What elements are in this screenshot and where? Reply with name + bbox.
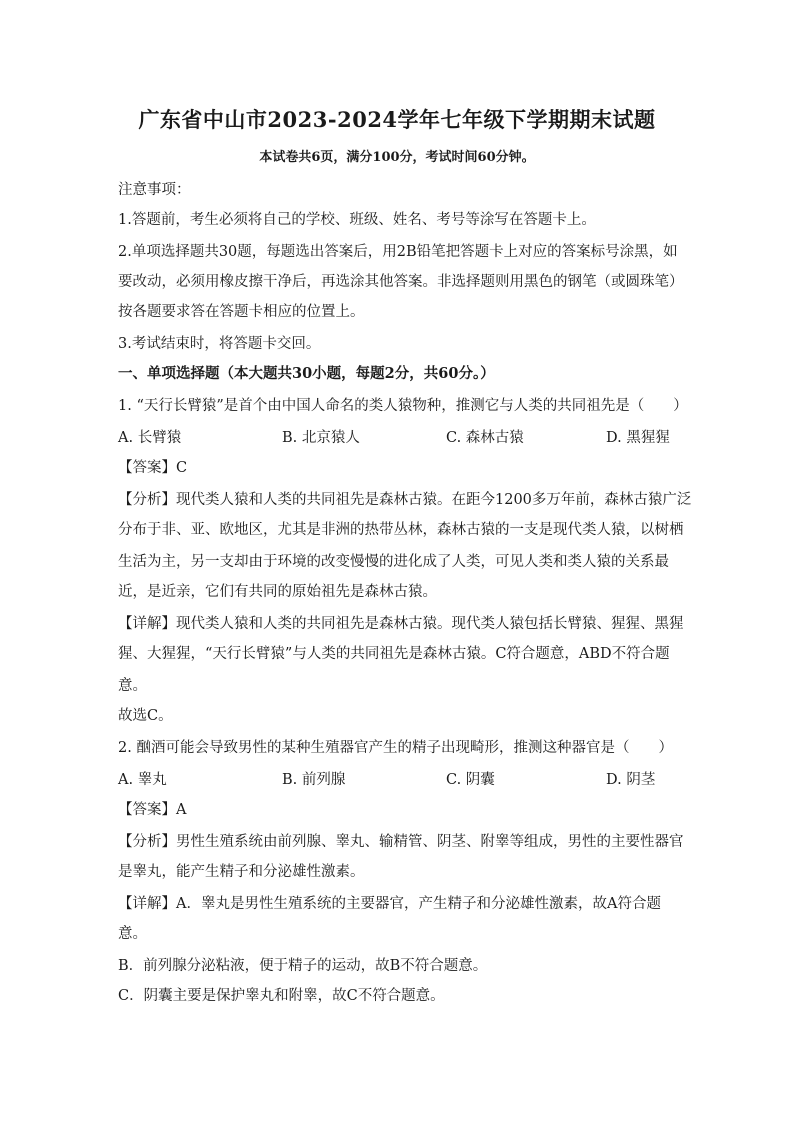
notice-item-3: 3.考试结束时，将答题卡交回。: [118, 336, 321, 352]
page-subtitle: 本试卷共6页，满分100分，考试时间60分钟。: [259, 150, 535, 165]
notice-item-2-line-2: 要改动，必须用橡皮擦干净后，再选涂其他答案。非选择题则用黑色的钢笔（或圆珠笔）: [118, 274, 684, 290]
question-2-option-c: C. 阴囊: [446, 772, 495, 788]
section-heading: 一、单项选择题（本大题共30小题，每题2分，共60分。）: [118, 365, 495, 382]
question-2-answer: 【答案】A: [118, 802, 187, 818]
question-1-answer: 【答案】C: [118, 460, 188, 476]
notice-item-2-line-3: 按各题要求答在答题卡相应的位置上。: [118, 304, 365, 320]
question-1-detail-line-1: 【详解】现代类人猿和人类的共同祖先是森林古猿。现代类人猿包括长臂猿、猩猩、黑猩: [118, 616, 684, 632]
notice-heading: 注意事项：: [118, 182, 191, 198]
question-1-stem: 1. “天行长臂猿”是首个由中国人命名的类人猿物种，推测它与人类的共同祖先是（ ）: [118, 398, 688, 414]
question-1-detail-line-2: 猩、大猩猩，“天行长臂猿”与人类的共同祖先是森林古猿。C符合题意，ABD不符合题: [118, 646, 670, 662]
question-1-detail-line-3: 意。: [118, 678, 147, 694]
question-1-analysis-line-2: 分布于非、亚、欧地区，尤其是非洲的热带丛林，森林古猿的一支是现代类人猿，以树栖: [118, 522, 684, 538]
question-2-option-d: D. 阴茎: [606, 772, 656, 788]
question-1-option-b: B. 北京猿人: [282, 430, 360, 446]
question-2-detail-line-1: 【详解】A．睾丸是男性生殖系统的主要器官，产生精子和分泌雄性激素，故A符合题: [118, 896, 661, 912]
question-1-conclusion: 故选C。: [118, 708, 173, 724]
question-2-analysis-line-2: 是睾丸，能产生精子和分泌雄性激素。: [118, 864, 365, 880]
question-2-stem: 2. 酗酒可能会导致男性的某种生殖器官产生的精子出现畸形，推测这种器官是（ ）: [118, 740, 673, 756]
notice-item-2-line-1: 2.单项选择题共30题，每题选出答案后，用2B铅笔把答题卡上对应的答案标号涂黑，如: [118, 244, 678, 260]
question-2-detail-c: C．阴囊主要是保护睾丸和附睾，故C不符合题意。: [118, 988, 445, 1004]
question-2-option-a: A. 睾丸: [118, 772, 167, 788]
question-2-option-b: B. 前列腺: [282, 772, 346, 788]
question-1-analysis-line-4: 近，是近亲，它们有共同的原始祖先是森林古猿。: [118, 584, 437, 600]
question-1-analysis-line-3: 生活为主，另一支却由于环境的改变慢慢的进化成了人类，可见人类和类人猿的关系最: [118, 554, 669, 570]
page-title: 广东省中山市2023-2024学年七年级下学期期末试题: [138, 107, 656, 132]
question-2-analysis-line-1: 【分析】男性生殖系统由前列腺、睾丸、输精管、阴茎、附睾等组成，男性的主要性器官: [118, 834, 684, 850]
question-1-option-c: C. 森林古猿: [446, 430, 524, 446]
question-1-option-d: D. 黑猩猩: [606, 430, 670, 446]
question-1-analysis-line-1: 【分析】现代类人猿和人类的共同祖先是森林古猿。在距今1200多万年前，森林古猿广泛: [118, 492, 692, 508]
question-2-detail-line-2: 意。: [118, 926, 147, 942]
question-2-detail-b: B．前列腺分泌粘液，便于精子的运动，故B不符合题意。: [118, 958, 488, 974]
question-1-option-a: A. 长臂猿: [118, 430, 182, 446]
notice-item-1: 1.答题前，考生必须将自己的学校、班级、姓名、考号等涂写在答题卡上。: [118, 212, 596, 228]
